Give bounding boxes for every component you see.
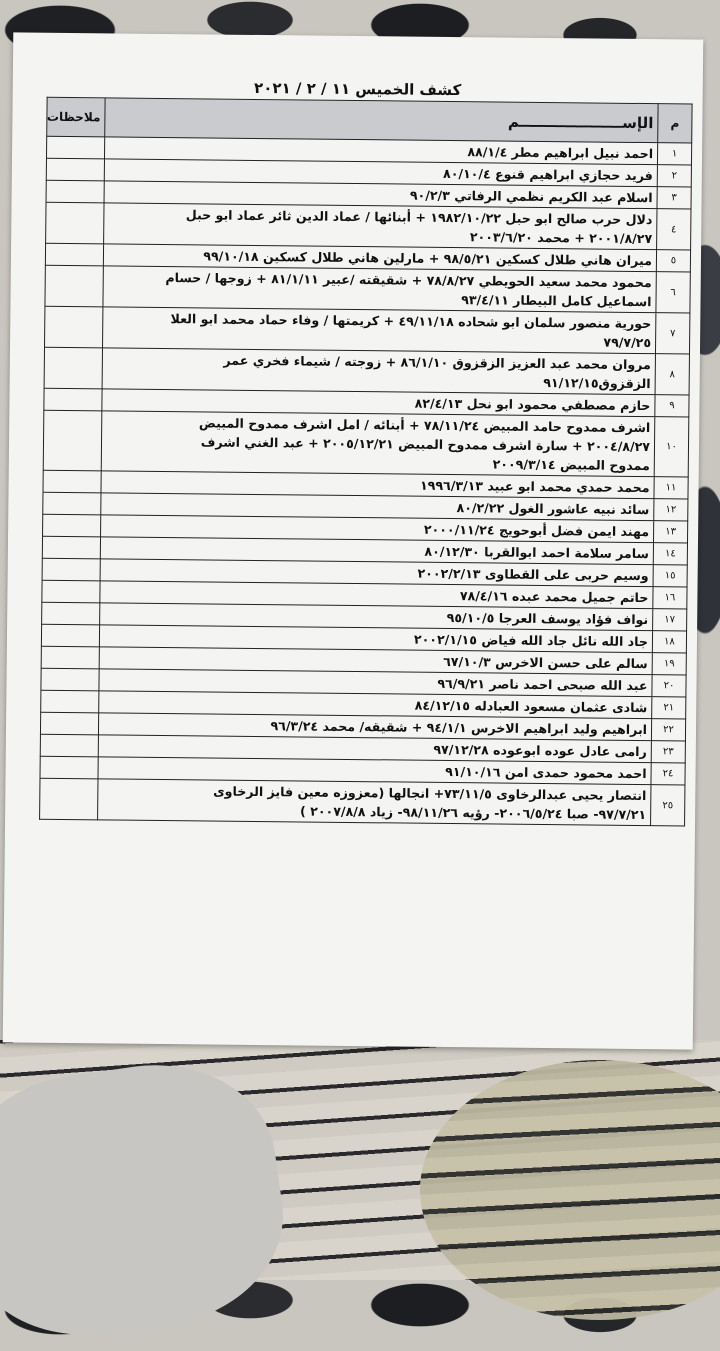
table-row [43, 410, 689, 477]
row-notes [45, 265, 103, 307]
row-name: جاد الله نائل جاد الله فياض ٢٠٠٢/١/١٥ [99, 625, 652, 653]
row-name: احمد نبيل ابراهيم مطر ٨٨/١/٤ [104, 137, 657, 165]
header-number: م [658, 104, 692, 143]
names-table [39, 97, 693, 827]
row-number: ٢٠ [652, 675, 686, 697]
row-number: ١١ [654, 477, 688, 499]
row-notes [46, 158, 104, 181]
row-notes [42, 558, 100, 581]
row-number: ١٠ [654, 417, 689, 477]
row-name: دلال حرب صالح ابو حبل ١٩٨٢/١٠/٢٢ + أبنائها / عماد الدين ثائر عماد ابو حبل ٢٠٠١/٨/٢٧ + محمد ٢٠٠٣/٦/٢٠ [104, 203, 657, 250]
row-number: ١٧ [653, 609, 687, 631]
row-number: ٦ [656, 272, 690, 313]
row-notes [40, 778, 98, 820]
row-notes [43, 514, 101, 537]
row-name: محمود محمد سعيد الحويطي ٧٨/٨/٢٧ + شقيقته /عبير ٨١/١/١١ + زوجها / حسام اسماعيل كامل البيطار ٩٣/٤/١١ [103, 266, 656, 313]
row-name: مروان محمد عبد العزيز الزقزوق ٨٦/١/١٠ + زوجته / شيماء فخري عمر الزقزوق٩١/١٢/١٥ [102, 348, 655, 395]
table-row [45, 306, 690, 354]
table-row [40, 778, 685, 826]
row-name: اشرف ممدوح حامد المبيض ٧٨/١١/٢٤ + أبنائه / امل اشرف ممدوح المبيض ٢٠٠٤/٨/٢٧ + سارة اشرف ممدوح المبيض ٢٠٠٥/١٢/٢١ + عبد الغني اشرف ممدوح المبيض ٢٠٠٩/٣/١٤ [101, 411, 655, 477]
row-number: ١ [657, 143, 691, 165]
row-notes [46, 180, 104, 203]
row-number: ١٣ [653, 521, 687, 543]
row-name: ميران هاني طلال كسكين ٩٨/٥/٢١ + مارلين هاني طلال كسكين ٩٩/١٠/١٨ [103, 244, 656, 272]
row-notes [43, 410, 102, 471]
row-notes [40, 734, 98, 757]
row-number: ١٢ [654, 499, 688, 521]
row-number: ٢٢ [651, 719, 685, 741]
table-body [40, 136, 692, 826]
row-name: مهند ايمن فضل أبوحويج ٢٠٠٠/١١/٢٤ [101, 515, 654, 543]
row-name: ابراهيم وليد ابراهيم الاخرس ٩٤/١/١ + شقيقه/ محمد ٩٦/٣/٢٤ [98, 713, 651, 741]
row-name: حاتم جميل محمد عبده ٧٨/٤/١٦ [100, 581, 653, 609]
header-name: الإســــــــــــــــــــم [105, 98, 658, 143]
row-notes [42, 602, 100, 625]
row-name: رامى عادل عوده ابوعوده ٩٧/١٢/٢٨ [98, 735, 651, 763]
row-name: شادى عثمان مسعود العبادله ٨٤/١٢/١٥ [99, 691, 652, 719]
row-name: عبد الله صبحى احمد ناصر ٩٦/٩/٢١ [99, 669, 652, 697]
row-notes [40, 712, 98, 735]
row-number: ٢٣ [651, 741, 685, 763]
row-number: ٢٤ [651, 763, 685, 785]
row-notes [42, 580, 100, 603]
row-name: وسيم حربى على القطاوى ٢٠٠٢/٢/١٣ [100, 559, 653, 587]
table-header-row [47, 97, 692, 143]
row-notes [45, 306, 103, 348]
row-number: ٣ [657, 187, 691, 209]
row-number: ١٥ [653, 565, 687, 587]
row-notes [43, 470, 101, 493]
row-notes [42, 536, 100, 559]
row-notes [41, 624, 99, 647]
table-row [44, 347, 689, 395]
document-sheet [3, 32, 704, 1049]
row-number: ٢٥ [651, 785, 685, 826]
row-name: اسلام عبد الكريم نظمي الرفاتي ٩٠/٢/٣ [104, 181, 657, 209]
row-name: سالم على حسن الاخرس ٦٧/١٠/٣ [99, 647, 652, 675]
row-number: ٨ [655, 354, 689, 395]
row-number: ٥ [656, 250, 690, 272]
row-number: ٤ [657, 209, 691, 250]
row-number: ٢١ [652, 697, 686, 719]
row-name: نواف فؤاد يوسف العرجا ٩٥/١٠/٥ [100, 603, 653, 631]
row-notes [44, 388, 102, 411]
row-notes [41, 690, 99, 713]
row-number: ١٦ [653, 587, 687, 609]
row-name: انتصار يحيى عبدالرخاوى ٧٣/١١/٥+ انجالها (معزوزه معين فايز الرخاوى ٩٧/٧/٢١- صبا ٢٠٠٦/٥/٢٤- رؤيه ٩٨/١١/٢٦- زياد ٢٠٠٧/٨/٨ ) [98, 779, 651, 826]
row-name: سائد نبيه عاشور الغول ٨٠/٢/٢٢ [101, 493, 654, 521]
row-notes [46, 202, 104, 244]
row-notes [46, 136, 104, 159]
row-number: ١٩ [652, 653, 686, 675]
row-name: محمد حمدي محمد ابو عبيد ١٩٩٦/٣/١٣ [101, 471, 654, 499]
row-name: فريد حجازي ابراهيم قنوع ٨٠/١٠/٤ [104, 159, 657, 187]
row-notes [41, 646, 99, 669]
row-notes [45, 243, 103, 266]
document-title: كشف الخميس ١١ / ٢ / ٢٠٢١ [254, 78, 462, 100]
row-name: سامر سلامة احمد ابوالقربا ٨٠/١٢/٣٠ [100, 537, 653, 565]
row-notes [43, 492, 101, 515]
row-number: ٧ [655, 313, 689, 354]
row-name: حورية منصور سلمان ابو شحاده ٤٩/١١/١٨ + كريمتها / وفاء حماد محمد ابو العلا ٧٩/٧/٢٥ [103, 307, 656, 354]
row-notes [40, 756, 98, 779]
header-notes: ملاحظات [47, 97, 105, 137]
row-notes [41, 668, 99, 691]
table-row [45, 265, 690, 313]
row-notes [44, 347, 102, 389]
row-name: حازم مصطفي محمود ابو نحل ٨٢/٤/١٣ [102, 389, 655, 417]
row-number: ٢ [657, 165, 691, 187]
row-name: احمد محمود حمدى امن ٩١/١٠/١٦ [98, 757, 651, 785]
row-number: ١٨ [652, 631, 686, 653]
table-row [46, 202, 691, 250]
row-number: ١٤ [653, 543, 687, 565]
row-number: ٩ [655, 395, 689, 417]
